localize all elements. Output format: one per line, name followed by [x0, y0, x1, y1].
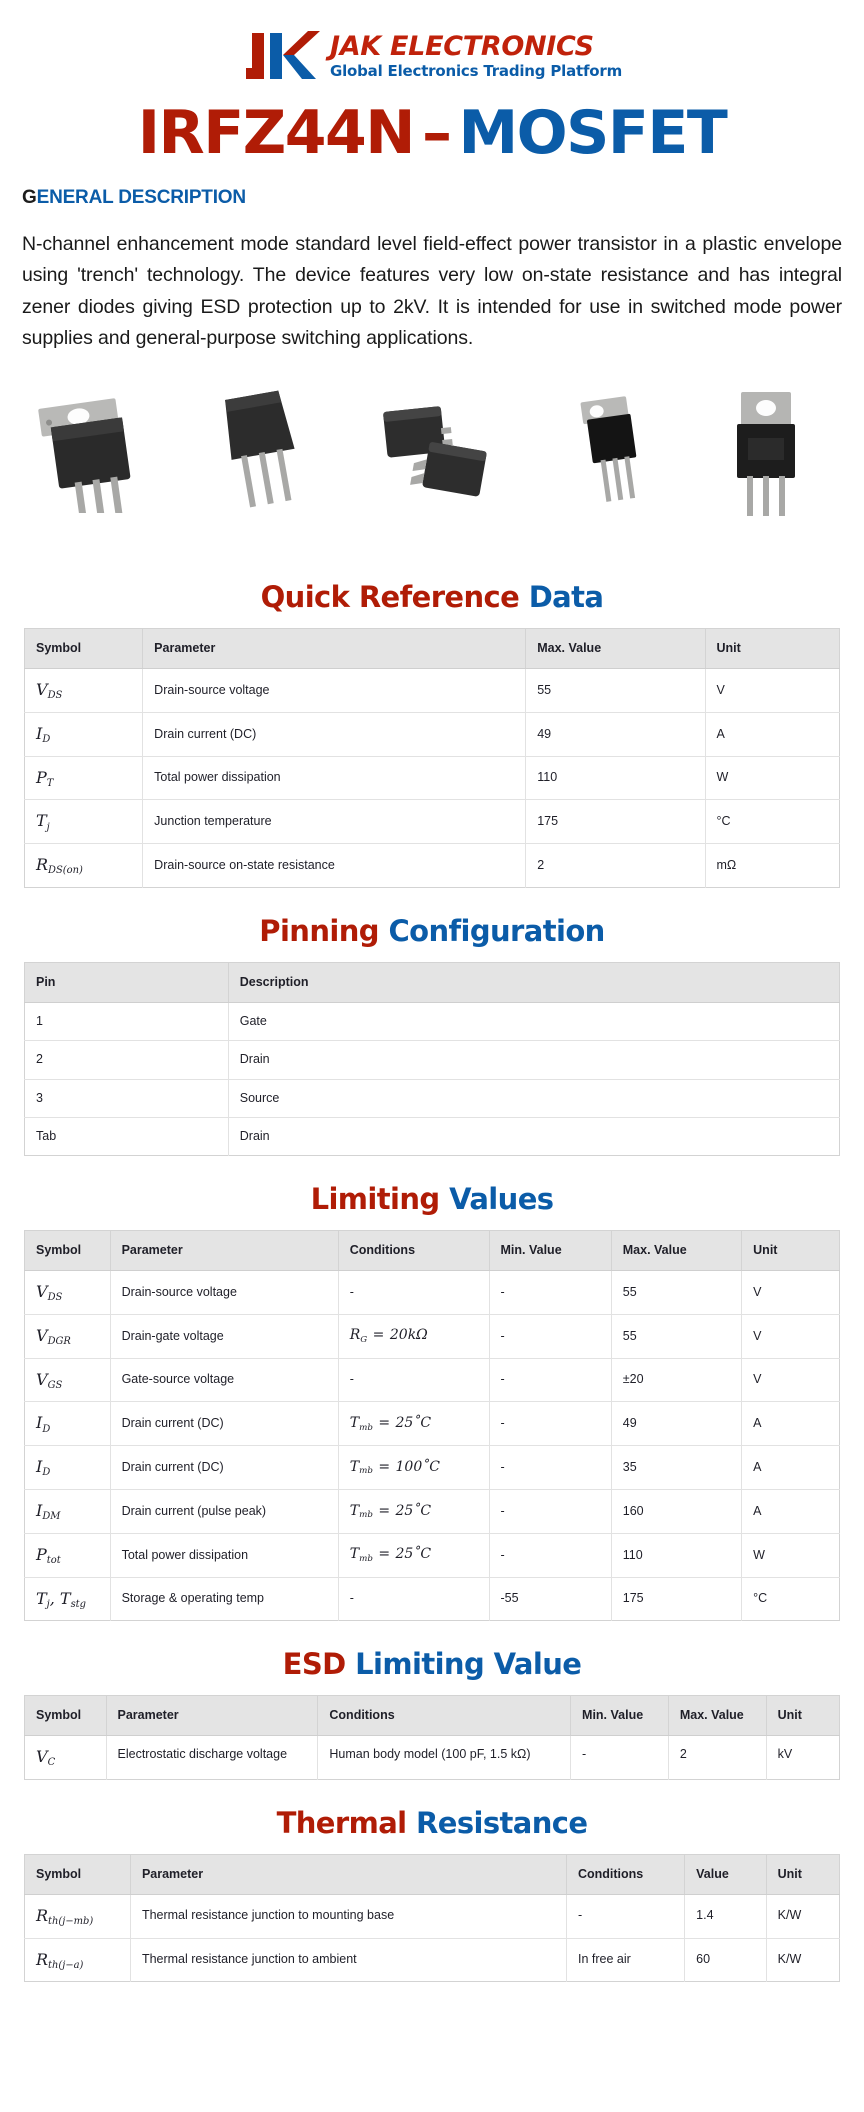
- cell-symbol: $I_D$: [25, 712, 143, 756]
- cell-value: 1.4: [685, 1894, 767, 1938]
- cell-max-value: 55: [611, 1271, 741, 1315]
- to-220f-package-photo: [561, 388, 671, 518]
- cell-min-value: -55: [489, 1577, 611, 1621]
- cell-max-value: 55: [526, 669, 705, 713]
- table-row: [25, 1894, 840, 1938]
- section-heading-esd: [0, 1647, 864, 1681]
- cell-symbol: $R_{th(j-a)}$: [25, 1938, 131, 1982]
- section-heading-blue: Configuration: [388, 914, 605, 949]
- cell-symbol: $V_{DS}$: [25, 669, 143, 713]
- cell-max-value: 175: [611, 1577, 741, 1621]
- cell-max-value: 110: [526, 756, 705, 800]
- cell-max-value: 110: [611, 1533, 741, 1577]
- table-row: [25, 1117, 840, 1155]
- column-header-conditions: Conditions: [338, 1231, 489, 1271]
- cell-pin: 2: [25, 1041, 229, 1079]
- column-header-symbol: Symbol: [25, 1696, 107, 1736]
- table-row: [25, 669, 840, 713]
- title-device-type: MOSFET: [458, 98, 727, 168]
- cell-pin: 3: [25, 1079, 229, 1117]
- section-heading-red: Limiting: [310, 1182, 440, 1217]
- table-row: [25, 1938, 840, 1982]
- cell-description: Gate: [228, 1002, 839, 1040]
- section-heading-limiting-values: [0, 1182, 864, 1216]
- table-row: [25, 1446, 840, 1490]
- cell-parameter: Drain current (DC): [110, 1446, 338, 1490]
- column-header-symbol: Symbol: [25, 1854, 131, 1894]
- table-row: [25, 844, 840, 888]
- cell-conditions: $R_G = 20k\Omega$: [338, 1314, 489, 1358]
- cell-conditions: -: [338, 1271, 489, 1315]
- cell-conditions: $T_{mb}$ = 25˚C: [338, 1490, 489, 1534]
- cell-max-value: 160: [611, 1490, 741, 1534]
- limiting-values-table-wrap: [0, 1230, 864, 1621]
- section-heading-blue: Values: [449, 1182, 554, 1217]
- heading-drop-cap: G: [22, 187, 37, 208]
- column-header-description: Description: [228, 963, 839, 1003]
- title-part-number: IRFZ44N: [137, 98, 414, 168]
- cell-unit: V: [742, 1358, 840, 1402]
- section-heading-blue: Data: [528, 580, 604, 615]
- page-title: [0, 98, 864, 168]
- table-header-row: [25, 1231, 840, 1271]
- cell-min-value: -: [489, 1271, 611, 1315]
- table-row: [25, 712, 840, 756]
- column-header-unit: Unit: [766, 1696, 839, 1736]
- cell-conditions: $T_{mb}$ = 25˚C: [338, 1402, 489, 1446]
- limiting-values-table: [24, 1230, 840, 1621]
- table-header-row: [25, 963, 840, 1003]
- section-heading-red: Thermal: [276, 1805, 407, 1840]
- column-header-max-value: Max. Value: [611, 1231, 741, 1271]
- cell-parameter: Drain-source voltage: [143, 669, 526, 713]
- cell-min-value: -: [489, 1358, 611, 1402]
- title-separator: –: [421, 98, 451, 168]
- cell-min-value: -: [489, 1490, 611, 1534]
- table-row: [25, 1041, 840, 1079]
- cell-pin: Tab: [25, 1117, 229, 1155]
- cell-parameter: Drain current (DC): [143, 712, 526, 756]
- cell-pin: 1: [25, 1002, 229, 1040]
- cell-conditions: $T_{mb}$ = 25˚C: [338, 1533, 489, 1577]
- d2pak-package-photo: [373, 388, 513, 518]
- cell-conditions: Human body model (100 pF, 1.5 kΩ): [318, 1736, 571, 1780]
- cell-max-value: ±20: [611, 1358, 741, 1402]
- cell-parameter: Drain current (DC): [110, 1402, 338, 1446]
- quick-reference-data-table: [24, 628, 840, 888]
- cell-parameter: Total power dissipation: [143, 756, 526, 800]
- cell-symbol: $V_{DGR}$: [25, 1314, 111, 1358]
- column-header-parameter: Parameter: [110, 1231, 338, 1271]
- cell-description: Drain: [228, 1041, 839, 1079]
- cell-unit: A: [705, 712, 839, 756]
- general-description-heading: [22, 187, 842, 209]
- section-heading-red: ESD: [282, 1647, 346, 1682]
- cell-min-value: -: [489, 1446, 611, 1490]
- cell-max-value: 49: [526, 712, 705, 756]
- table-row: [25, 1533, 840, 1577]
- table-row: [25, 1314, 840, 1358]
- cell-parameter: Junction temperature: [143, 800, 526, 844]
- pinning-configuration-table: [24, 962, 840, 1156]
- table-row: [25, 1358, 840, 1402]
- table-row: [25, 1271, 840, 1315]
- column-header-parameter: Parameter: [106, 1696, 318, 1736]
- cell-conditions: -: [338, 1577, 489, 1621]
- cell-min-value: -: [489, 1402, 611, 1446]
- cell-unit: K/W: [766, 1894, 839, 1938]
- section-heading-thermal-resistance: [0, 1806, 864, 1840]
- brand-name: JAK ELECTRONICS: [329, 31, 594, 62]
- cell-symbol: $V_C$: [25, 1736, 107, 1780]
- jak-logo-mark: [242, 28, 320, 84]
- cell-symbol: $P_{tot}$: [25, 1533, 111, 1577]
- general-description-body: N-channel enhancement mode standard level field-effect power transistor in a plastic envelope using 'trench' technology. The device features very low on-state resistance and has integral zener diodes giving ESD protection up to 2kV. It is intended for use in switched mode power supplies and general-purpose switching applications.: [22, 232, 842, 350]
- table-header-row: [25, 1696, 840, 1736]
- section-heading-quick-reference: [0, 580, 864, 614]
- jak-electronics-logo: [242, 28, 622, 84]
- cell-conditions: -: [338, 1358, 489, 1402]
- cell-symbol: $T_j$: [25, 800, 143, 844]
- to-92-package-photo: [204, 388, 324, 518]
- column-header-min-value: Min. Value: [489, 1231, 611, 1271]
- cell-description: Source: [228, 1079, 839, 1117]
- column-header-value: Value: [685, 1854, 767, 1894]
- table-row: [25, 1736, 840, 1780]
- cell-unit: kV: [777, 1747, 793, 1762]
- brand-header: [0, 0, 864, 86]
- cell-parameter: Electrostatic discharge voltage: [106, 1736, 318, 1780]
- cell-unit: V: [705, 669, 839, 713]
- column-header-parameter: Parameter: [143, 629, 526, 669]
- general-description-section: [0, 175, 864, 355]
- cell-unit: °C: [753, 1591, 768, 1606]
- cell-max-value: 35: [611, 1446, 741, 1490]
- cell-conditions: -: [566, 1894, 684, 1938]
- column-header-min-value: Min. Value: [571, 1696, 669, 1736]
- cell-parameter: Drain current (pulse peak): [110, 1490, 338, 1534]
- cell-parameter: Drain-gate voltage: [110, 1314, 338, 1358]
- column-header-max-value: Max. Value: [526, 629, 705, 669]
- cell-min-value: -: [489, 1314, 611, 1358]
- cell-unit: A: [742, 1490, 840, 1534]
- to-220ab-package-photo: [719, 388, 814, 523]
- column-header-unit: Unit: [742, 1231, 840, 1271]
- table-row: [25, 1002, 840, 1040]
- cell-parameter: Gate-source voltage: [110, 1358, 338, 1402]
- cell-unit: V: [742, 1271, 840, 1315]
- cell-symbol: $T_j$, $T_{stg}$: [25, 1577, 111, 1621]
- cell-symbol: $R_{DS(on)}$: [25, 844, 143, 888]
- brand-tagline: Global Electronics Trading Platform: [329, 62, 623, 80]
- column-header-unit: Unit: [705, 629, 839, 669]
- cell-unit: °C: [705, 800, 839, 844]
- cell-unit: V: [742, 1314, 840, 1358]
- cell-symbol: $P_T$: [25, 756, 143, 800]
- cell-max-value: 55: [611, 1314, 741, 1358]
- esd-table-wrap: [0, 1695, 864, 1780]
- section-heading-blue: Limiting Value: [355, 1647, 582, 1682]
- cell-parameter: Drain-source on-state resistance: [143, 844, 526, 888]
- table-row: [25, 1402, 840, 1446]
- section-heading-blue: Resistance: [416, 1805, 588, 1840]
- cell-min-value: -: [489, 1533, 611, 1577]
- table-row: [25, 1577, 840, 1621]
- esd-limiting-value-table: [24, 1695, 840, 1780]
- cell-unit: A: [742, 1446, 840, 1490]
- cell-symbol: $I_D$: [25, 1446, 111, 1490]
- section-heading-red: Pinning: [259, 914, 379, 949]
- cell-parameter: Storage & operating temp: [110, 1577, 338, 1621]
- cell-unit: A: [742, 1402, 840, 1446]
- section-heading-red: Quick Reference: [260, 580, 520, 615]
- table-row: [25, 1490, 840, 1534]
- cell-parameter: Thermal resistance junction to mounting base: [130, 1894, 566, 1938]
- table-header-row: [25, 1854, 840, 1894]
- cell-parameter: Total power dissipation: [110, 1533, 338, 1577]
- to-220-package-photo: [26, 388, 156, 518]
- cell-symbol: $V_{GS}$: [25, 1358, 111, 1402]
- column-header-parameter: Parameter: [130, 1854, 566, 1894]
- thermal-resistance-table-wrap: [0, 1854, 864, 1982]
- column-header-max-value: Max. Value: [668, 1696, 766, 1736]
- cell-unit: mΩ: [716, 857, 737, 872]
- table-row: [25, 756, 840, 800]
- column-header-conditions: Conditions: [318, 1696, 571, 1736]
- cell-symbol: $I_{DM}$: [25, 1490, 111, 1534]
- cell-conditions: In free air: [566, 1938, 684, 1982]
- cell-symbol: $I_D$: [25, 1402, 111, 1446]
- cell-parameter: Thermal resistance junction to ambient: [130, 1938, 566, 1982]
- cell-conditions: $T_{mb}$ = 100˚C: [338, 1446, 489, 1490]
- table-row: [25, 800, 840, 844]
- cell-parameter: Drain-source voltage: [110, 1271, 338, 1315]
- product-image-gallery: [0, 374, 864, 554]
- thermal-resistance-table: [24, 1854, 840, 1982]
- cell-unit: K/W: [777, 1952, 802, 1967]
- table-header-row: [25, 629, 840, 669]
- pinning-table-wrap: [0, 962, 864, 1156]
- column-header-symbol: Symbol: [25, 1231, 111, 1271]
- quick-reference-table-wrap: [0, 628, 864, 888]
- column-header-conditions: Conditions: [566, 1854, 684, 1894]
- cell-max-value: 175: [526, 800, 705, 844]
- cell-symbol: $R_{th(j-mb)}$: [25, 1894, 131, 1938]
- cell-max-value: 2: [668, 1736, 766, 1780]
- cell-value: 60: [685, 1938, 767, 1982]
- column-header-pin: Pin: [25, 963, 229, 1003]
- section-heading-pinning: [0, 914, 864, 948]
- column-header-unit: Unit: [766, 1854, 839, 1894]
- cell-max-value: 49: [611, 1402, 741, 1446]
- column-header-symbol: Symbol: [25, 629, 143, 669]
- cell-unit: W: [705, 756, 839, 800]
- cell-max-value: 2: [526, 844, 705, 888]
- table-row: [25, 1079, 840, 1117]
- cell-symbol: $V_{DS}$: [25, 1271, 111, 1315]
- cell-unit: W: [742, 1533, 840, 1577]
- cell-min-value: -: [571, 1736, 669, 1780]
- cell-description: Drain: [239, 1128, 270, 1143]
- heading-rest: ENERAL DESCRIPTION: [36, 187, 246, 208]
